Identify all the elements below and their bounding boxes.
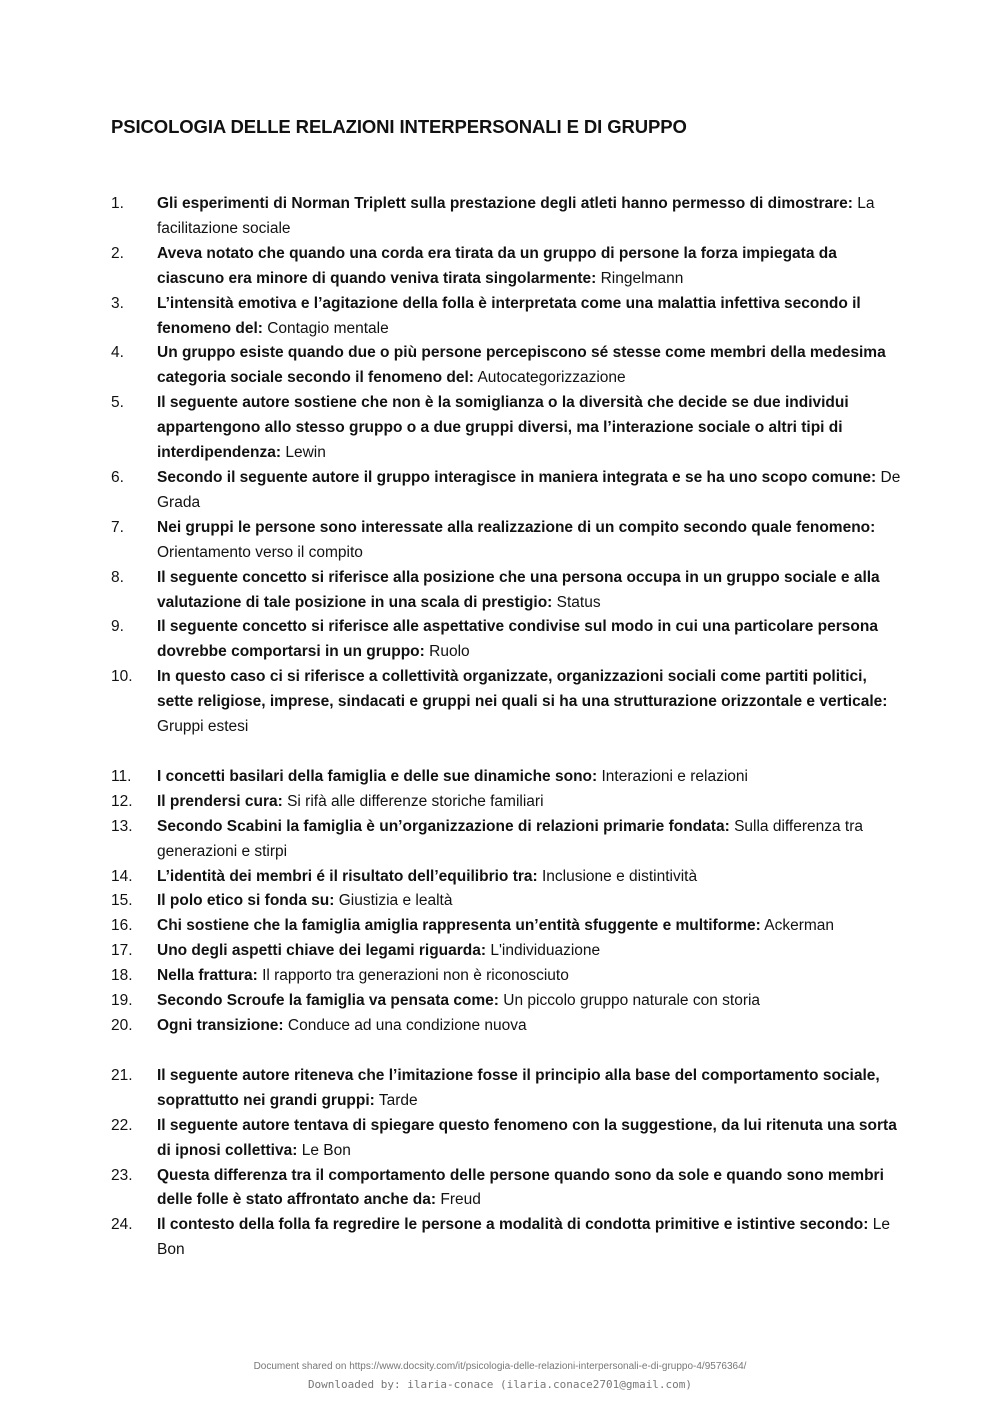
list-item: [111, 192, 901, 242]
list-item: [111, 989, 901, 1014]
item-question: Il polo etico si fonda su:: [157, 892, 335, 910]
list-item: [111, 790, 901, 815]
item-number: 6.: [111, 468, 124, 486]
item-question: Un gruppo esiste quando due o più persone percepiscono sé stesse come membri della medesima categoria sociale secondo il fenomeno del:: [157, 344, 886, 387]
item-question: Nella frattura:: [157, 967, 258, 985]
list-item: [111, 242, 901, 292]
list-item: [111, 665, 901, 740]
item-number: 14.: [111, 867, 133, 885]
item-number: 5.: [111, 394, 124, 412]
item-answer: Gruppi estesi: [157, 718, 249, 736]
item-answer: Freud: [440, 1191, 481, 1209]
item-number: 2.: [111, 244, 124, 262]
footer-shared-link[interactable]: Document shared on https://www.docsity.com/it/psicologia-delle-relazioni-interpersonali-e-di-gruppo-4/9576364/: [253, 1361, 747, 1372]
list-item: [111, 615, 901, 665]
item-question: L’intensità emotiva e l’agitazione della folla è interpretata come una malattia infettiva secondo il fenomeno del:: [157, 294, 861, 337]
item-answer: La facilitazione sociale: [157, 195, 875, 237]
item-question: Chi sostiene che la famiglia amiglia rappresenta un’entità sfuggente e multiforme:: [157, 917, 761, 935]
item-question: Il seguente concetto si riferisce alle aspettative condivise sul modo in cui una particolare persona dovrebbe comportarsi in un gruppo:: [157, 618, 878, 661]
item-answer: Interazioni e relazioni: [601, 767, 748, 785]
item-question: Questa differenza tra il comportamento delle persone quando sono da sole e quando sono membri delle folle è stato affrontato anche da:: [157, 1166, 884, 1209]
item-question: L’identità dei membri é il risultato dell’equilibrio tra:: [157, 867, 538, 885]
list-item: [111, 914, 901, 939]
list-item: [111, 391, 901, 466]
item-number: 24.: [111, 1216, 133, 1234]
item-answer: Ruolo: [429, 643, 470, 661]
item-question: Secondo Scroufe la famiglia va pensata come:: [157, 992, 499, 1010]
item-number: 8.: [111, 568, 124, 586]
item-answer: Conduce ad una condizione nuova: [287, 1017, 527, 1034]
list-item: [111, 765, 901, 790]
item-question: Aveva notato che quando una corda era tirata da un gruppo di persone la forza impiegata da ciascuno era minore di quando veniva tirata singolarmente:: [157, 244, 837, 287]
list-item: [111, 889, 901, 914]
item-number: 4.: [111, 344, 124, 362]
list-item: [111, 1164, 901, 1214]
item-number: 9.: [111, 618, 124, 636]
item-answer: Le Bon: [157, 1216, 891, 1259]
item-answer: Autocategorizzazione: [477, 369, 626, 387]
item-question: Uno degli aspetti chiave dei legami riguarda:: [157, 942, 487, 960]
item-question: Secondo il seguente autore il gruppo interagisce in maniera integrata e se ha uno scopo comune:: [157, 468, 877, 486]
list-item: [111, 566, 901, 616]
item-question: Il prendersi cura:: [157, 792, 283, 810]
list-item: [111, 1213, 901, 1263]
item-number: 21.: [111, 1066, 133, 1084]
item-question: Il seguente concetto si riferisce alla posizione che una persona occupa in un gruppo sociale e alla valutazione di tale posizione in una scala di prestigio:: [157, 568, 880, 611]
item-answer: Contagio mentale: [267, 319, 389, 337]
document-title: PSICOLOGIA DELLE RELAZIONI INTERPERSONALI E DI GRUPPO: [111, 116, 687, 137]
item-answer: Si rifà alle differenze storiche familiari: [287, 792, 544, 810]
list-item: [111, 939, 901, 964]
item-answer: L'individuazione: [490, 942, 601, 960]
item-number: 19.: [111, 992, 133, 1010]
item-question: Secondo Scabini la famiglia è un’organizzazione di relazioni primarie fondata:: [157, 817, 730, 835]
item-number: 20.: [111, 1017, 133, 1034]
list-item: [111, 1064, 901, 1114]
item-question: In questo caso ci si riferisce a collettività organizzate, organizzazioni sociali come partiti politici, sette religiose, imprese, sindacati e gruppi nei quali si ha una strutturazione orizzontale e verticale:: [157, 668, 888, 711]
item-number: 17.: [111, 942, 133, 960]
item-answer: Il rapporto tra generazioni non è riconosciuto: [262, 967, 569, 985]
item-number: 18.: [111, 967, 133, 985]
item-number: 1.: [111, 195, 124, 212]
item-answer: De Grada: [157, 468, 901, 511]
item-question: Gli esperimenti di Norman Triplett sulla prestazione degli atleti hanno permesso di dimostrare:: [157, 195, 853, 212]
item-answer: Lewin: [285, 444, 326, 462]
list-item: [111, 1014, 901, 1039]
item-question: Nei gruppi le persone sono interessate alla realizzazione di un compito secondo quale fenomeno:: [157, 518, 876, 536]
item-number: 16.: [111, 917, 133, 935]
item-question: Il seguente autore sostiene che non è la somiglianza o la diversità che decide se due individui appartengono allo stesso gruppo o a due gruppi diversi, ma l’interazione sociale o altri tipi di interdipendenza:: [157, 394, 849, 462]
item-number: 12.: [111, 792, 133, 810]
item-answer: Ackerman: [764, 917, 835, 935]
item-answer: Le Bon: [301, 1141, 351, 1159]
item-number: 15.: [111, 892, 133, 910]
item-number: 7.: [111, 518, 124, 536]
item-answer: Tarde: [378, 1091, 418, 1109]
item-question: Il seguente autore riteneva che l’imitazione fosse il principio alla base del comportamento sociale, soprattutto nei grandi gruppi:: [157, 1066, 880, 1109]
item-answer: Sulla differenza tra generazioni e stirpi: [157, 817, 864, 860]
list-item: [111, 1114, 901, 1164]
item-answer: Giustizia e lealtà: [338, 892, 453, 910]
question-list: [111, 192, 901, 1263]
list-item: [111, 516, 901, 566]
list-item: [111, 815, 901, 865]
item-number: 10.: [111, 668, 133, 686]
item-answer: Orientamento verso il compito: [157, 543, 363, 561]
item-number: 13.: [111, 817, 133, 835]
item-answer: Ringelmann: [600, 269, 684, 287]
item-question: Ogni transizione:: [157, 1017, 284, 1034]
list-item: [111, 964, 901, 989]
list-item: [111, 292, 901, 342]
item-question: Il seguente autore tentava di spiegare questo fenomeno con la suggestione, da lui ritenuta una sorta di ipnosi collettiva:: [157, 1116, 897, 1159]
item-question: Il contesto della folla fa regredire le persone a modalità di condotta primitive e istintive secondo:: [157, 1216, 869, 1234]
item-number: 11.: [111, 767, 132, 785]
item-number: 22.: [111, 1116, 133, 1134]
item-answer: Un piccolo gruppo naturale con storia: [503, 992, 761, 1010]
list-item: [111, 865, 901, 890]
item-question: I concetti basilari della famiglia e delle sue dinamiche sono:: [157, 767, 598, 785]
item-answer: Status: [556, 593, 601, 611]
item-number: 23.: [111, 1166, 133, 1184]
list-item: [111, 466, 901, 516]
list-item: [111, 341, 901, 391]
item-number: 3.: [111, 294, 124, 312]
footer-downloaded-by: Downloaded by: ilaria-conace (ilaria.conace2701@gmail.com): [307, 1378, 693, 1391]
item-answer: Inclusione e distintività: [542, 867, 698, 885]
